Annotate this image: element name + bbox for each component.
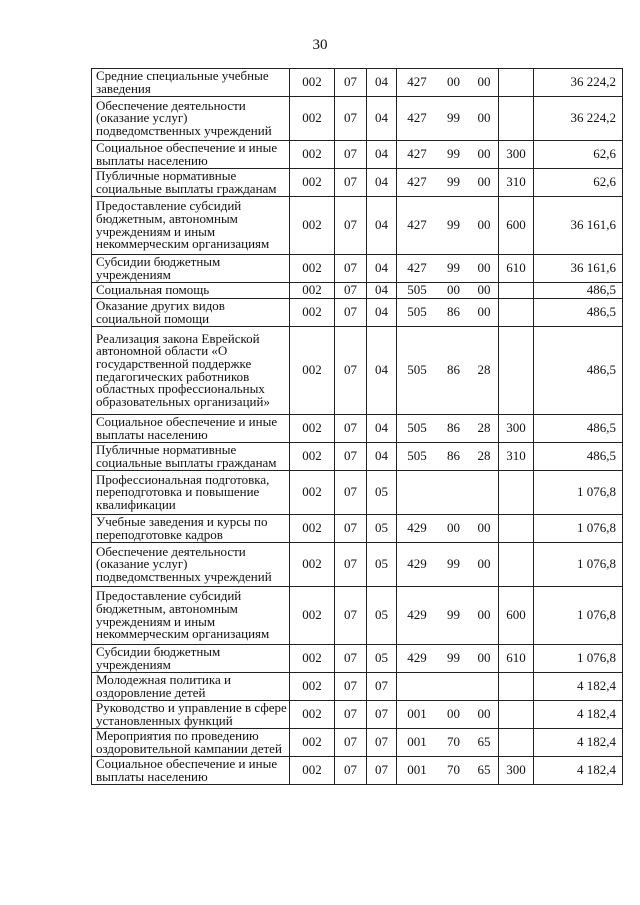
target-code-part-1: 505 — [407, 448, 427, 464]
table-row — [92, 97, 623, 141]
ministry-code: 002 — [290, 587, 335, 645]
subsection-code: 04 — [367, 299, 397, 327]
section-code: 07 — [335, 69, 367, 97]
subsection-code: 04 — [367, 97, 397, 141]
ministry-code: 002 — [290, 169, 335, 197]
amount: 486,5 — [534, 283, 623, 299]
subsection-code: 05 — [367, 543, 397, 587]
target-code-part-2: 00 — [447, 706, 460, 722]
ministry-code: 002 — [290, 673, 335, 701]
target-article-code — [397, 757, 499, 785]
ministry-code: 002 — [290, 283, 335, 299]
row-name: Мероприятия по проведению оздоровительной кампании детей — [92, 729, 290, 757]
ministry-code: 002 — [290, 515, 335, 543]
subsection-code: 04 — [367, 443, 397, 471]
table-row — [92, 515, 623, 543]
table-row — [92, 645, 623, 673]
target-article-code — [397, 299, 499, 327]
target-code-part-1: 427 — [407, 146, 427, 162]
expense-type-code: 610 — [499, 255, 534, 283]
table-row — [92, 299, 623, 327]
row-name: Профессиональная подготовка, переподготовка и повышение квалификации — [92, 471, 290, 515]
subsection-code: 04 — [367, 141, 397, 169]
subsection-code: 05 — [367, 587, 397, 645]
subsection-code: 04 — [367, 415, 397, 443]
amount: 1 076,8 — [534, 645, 623, 673]
table-row — [92, 327, 623, 415]
table-row — [92, 169, 623, 197]
expense-type-code — [499, 543, 534, 587]
ministry-code: 002 — [290, 97, 335, 141]
target-code-part-3: 00 — [477, 520, 491, 536]
table-row — [92, 443, 623, 471]
section-code: 07 — [335, 729, 367, 757]
target-code-part-2: 99 — [447, 110, 460, 126]
amount: 486,5 — [534, 327, 623, 415]
section-code: 07 — [335, 471, 367, 515]
target-code-part-3: 00 — [477, 556, 491, 572]
section-code: 07 — [335, 443, 367, 471]
subsection-code: 07 — [367, 729, 397, 757]
table-row — [92, 197, 623, 255]
expense-type-code — [499, 69, 534, 97]
row-name: Руководство и управление в сфере установленных функций — [92, 701, 290, 729]
target-code-part-2: 00 — [447, 520, 460, 536]
subsection-code: 04 — [367, 283, 397, 299]
table-row — [92, 673, 623, 701]
section-code: 07 — [335, 299, 367, 327]
target-article-code — [397, 645, 499, 673]
target-code-part-2: 00 — [447, 282, 460, 298]
target-code-part-1: 427 — [407, 260, 427, 276]
target-code-part-3: 28 — [477, 362, 491, 378]
table-row — [92, 415, 623, 443]
row-name: Предоставление субсидий бюджетным, автономным учреждениям и иным некоммерческим организациям — [92, 197, 290, 255]
expense-type-code — [499, 327, 534, 415]
target-code-part-2: 70 — [447, 734, 460, 750]
expense-type-code: 300 — [499, 141, 534, 169]
expense-type-code — [499, 701, 534, 729]
target-code-part-1: 427 — [407, 74, 427, 90]
section-code: 07 — [335, 701, 367, 729]
row-name: Молодежная политика и оздоровление детей — [92, 673, 290, 701]
row-name: Обеспечение деятельности (оказание услуг) подведомственных учреждений — [92, 97, 290, 141]
amount: 4 182,4 — [534, 673, 623, 701]
table-row — [92, 587, 623, 645]
amount: 486,5 — [534, 443, 623, 471]
expense-type-code — [499, 299, 534, 327]
target-code-part-2: 99 — [447, 260, 460, 276]
row-name: Социальное обеспечение и иные выплаты населению — [92, 415, 290, 443]
target-code-part-2: 70 — [447, 762, 460, 778]
ministry-code: 002 — [290, 327, 335, 415]
section-code: 07 — [335, 415, 367, 443]
subsection-code: 04 — [367, 197, 397, 255]
section-code: 07 — [335, 283, 367, 299]
row-name: Реализация закона Еврейской автономной области «О государственной поддержке педагогических работников областных профессиональных образовательных организаций» — [92, 327, 290, 415]
target-code-part-1: 427 — [407, 174, 427, 190]
target-code-part-2: 86 — [447, 420, 460, 436]
target-article-code — [397, 543, 499, 587]
subsection-code: 07 — [367, 757, 397, 785]
target-article-code — [397, 729, 499, 757]
target-article-code — [397, 327, 499, 415]
amount: 36 161,6 — [534, 197, 623, 255]
table-row — [92, 701, 623, 729]
target-article-code — [397, 443, 499, 471]
target-article-code — [397, 141, 499, 169]
subsection-code: 07 — [367, 673, 397, 701]
table-row — [92, 283, 623, 299]
row-name: Социальное обеспечение и иные выплаты населению — [92, 141, 290, 169]
target-code-part-3: 28 — [477, 420, 491, 436]
expense-type-code — [499, 283, 534, 299]
subsection-code: 05 — [367, 515, 397, 543]
expense-type-code: 300 — [499, 757, 534, 785]
ministry-code: 002 — [290, 415, 335, 443]
budget-table — [91, 68, 623, 785]
target-code-part-2: 86 — [447, 362, 460, 378]
section-code: 07 — [335, 757, 367, 785]
target-code-part-3: 65 — [477, 734, 491, 750]
row-name: Публичные нормативные социальные выплаты гражданам — [92, 443, 290, 471]
target-code-part-1: 505 — [407, 282, 427, 298]
target-code-part-1: 505 — [407, 362, 427, 378]
subsection-code: 04 — [367, 169, 397, 197]
row-name: Публичные нормативные социальные выплаты гражданам — [92, 169, 290, 197]
target-article-code — [397, 587, 499, 645]
ministry-code: 002 — [290, 141, 335, 169]
expense-type-code — [499, 471, 534, 515]
subsection-code: 05 — [367, 471, 397, 515]
target-code-part-2: 99 — [447, 217, 460, 233]
section-code: 07 — [335, 543, 367, 587]
row-name: Предоставление субсидий бюджетным, автономным учреждениям и иным некоммерческим организациям — [92, 587, 290, 645]
target-code-part-1: 427 — [407, 110, 427, 126]
amount: 4 182,4 — [534, 757, 623, 785]
section-code: 07 — [335, 255, 367, 283]
expense-type-code: 310 — [499, 443, 534, 471]
target-code-part-3: 00 — [477, 174, 491, 190]
target-code-part-1: 505 — [407, 304, 427, 320]
target-article-code — [397, 673, 499, 701]
row-name: Учебные заведения и курсы по переподготовке кадров — [92, 515, 290, 543]
row-name: Оказание других видов социальной помощи — [92, 299, 290, 327]
ministry-code: 002 — [290, 471, 335, 515]
ministry-code: 002 — [290, 255, 335, 283]
target-code-part-3: 00 — [477, 650, 491, 666]
section-code: 07 — [335, 197, 367, 255]
section-code: 07 — [335, 97, 367, 141]
table-row — [92, 69, 623, 97]
amount: 36 224,2 — [534, 69, 623, 97]
target-code-part-3: 00 — [477, 282, 491, 298]
target-code-part-3: 00 — [477, 706, 491, 722]
target-code-part-3: 00 — [477, 110, 491, 126]
amount: 486,5 — [534, 415, 623, 443]
ministry-code: 002 — [290, 69, 335, 97]
target-code-part-3: 00 — [477, 260, 491, 276]
target-article-code — [397, 701, 499, 729]
row-name: Средние специальные учебные заведения — [92, 69, 290, 97]
ministry-code: 002 — [290, 645, 335, 673]
target-code-part-2: 99 — [447, 146, 460, 162]
amount: 62,6 — [534, 169, 623, 197]
expense-type-code — [499, 729, 534, 757]
amount: 62,6 — [534, 141, 623, 169]
subsection-code: 04 — [367, 327, 397, 415]
amount: 486,5 — [534, 299, 623, 327]
amount: 1 076,8 — [534, 543, 623, 587]
target-code-part-1: 001 — [407, 734, 427, 750]
target-code-part-2: 99 — [447, 607, 460, 623]
section-code: 07 — [335, 587, 367, 645]
target-code-part-2: 00 — [447, 74, 460, 90]
target-code-part-3: 00 — [477, 74, 491, 90]
amount: 4 182,4 — [534, 701, 623, 729]
target-code-part-2: 99 — [447, 174, 460, 190]
expense-type-code: 300 — [499, 415, 534, 443]
target-code-part-1: 505 — [407, 420, 427, 436]
row-name: Субсидии бюджетным учреждениям — [92, 255, 290, 283]
subsection-code: 04 — [367, 69, 397, 97]
target-code-part-3: 00 — [477, 146, 491, 162]
ministry-code: 002 — [290, 197, 335, 255]
expense-type-code — [499, 515, 534, 543]
target-code-part-3: 00 — [477, 607, 491, 623]
target-code-part-1: 429 — [407, 520, 427, 536]
target-article-code — [397, 255, 499, 283]
target-code-part-2: 86 — [447, 448, 460, 464]
table-row — [92, 729, 623, 757]
table-row — [92, 471, 623, 515]
amount: 36 224,2 — [534, 97, 623, 141]
table-row — [92, 141, 623, 169]
subsection-code: 05 — [367, 645, 397, 673]
row-name: Социальная помощь — [92, 283, 290, 299]
target-code-part-1: 427 — [407, 217, 427, 233]
target-article-code — [397, 515, 499, 543]
ministry-code: 002 — [290, 757, 335, 785]
ministry-code: 002 — [290, 443, 335, 471]
expense-type-code — [499, 673, 534, 701]
target-code-part-2: 99 — [447, 556, 460, 572]
ministry-code: 002 — [290, 729, 335, 757]
amount: 1 076,8 — [534, 515, 623, 543]
expense-type-code: 600 — [499, 587, 534, 645]
section-code: 07 — [335, 169, 367, 197]
row-name: Социальное обеспечение и иные выплаты населению — [92, 757, 290, 785]
target-code-part-1: 429 — [407, 607, 427, 623]
section-code: 07 — [335, 673, 367, 701]
target-article-code — [397, 69, 499, 97]
amount: 1 076,8 — [534, 471, 623, 515]
target-article-code — [397, 169, 499, 197]
expense-type-code: 310 — [499, 169, 534, 197]
target-code-part-1: 429 — [407, 650, 427, 666]
ministry-code: 002 — [290, 299, 335, 327]
target-code-part-2: 99 — [447, 650, 460, 666]
section-code: 07 — [335, 645, 367, 673]
table-body — [92, 69, 623, 785]
target-code-part-2: 86 — [447, 304, 460, 320]
row-name: Субсидии бюджетным учреждениям — [92, 645, 290, 673]
target-article-code — [397, 283, 499, 299]
ministry-code: 002 — [290, 701, 335, 729]
section-code: 07 — [335, 515, 367, 543]
target-code-part-3: 28 — [477, 448, 491, 464]
target-article-code — [397, 97, 499, 141]
section-code: 07 — [335, 327, 367, 415]
subsection-code: 07 — [367, 701, 397, 729]
section-code: 07 — [335, 141, 367, 169]
target-code-part-3: 65 — [477, 762, 491, 778]
target-code-part-3: 00 — [477, 217, 491, 233]
page-number: 30 — [312, 37, 328, 53]
target-code-part-3: 00 — [477, 304, 491, 320]
table-row — [92, 255, 623, 283]
amount: 36 161,6 — [534, 255, 623, 283]
ministry-code: 002 — [290, 543, 335, 587]
target-article-code — [397, 415, 499, 443]
amount: 1 076,8 — [534, 587, 623, 645]
target-article-code — [397, 471, 499, 515]
subsection-code: 04 — [367, 255, 397, 283]
expense-type-code: 610 — [499, 645, 534, 673]
expense-type-code — [499, 97, 534, 141]
table-row — [92, 543, 623, 587]
row-name: Обеспечение деятельности (оказание услуг) подведомственных учреждений — [92, 543, 290, 587]
target-code-part-1: 001 — [407, 762, 427, 778]
target-code-part-1: 001 — [407, 706, 427, 722]
target-article-code — [397, 197, 499, 255]
target-code-part-1: 429 — [407, 556, 427, 572]
expense-type-code: 600 — [499, 197, 534, 255]
amount: 4 182,4 — [534, 729, 623, 757]
table-row — [92, 757, 623, 785]
